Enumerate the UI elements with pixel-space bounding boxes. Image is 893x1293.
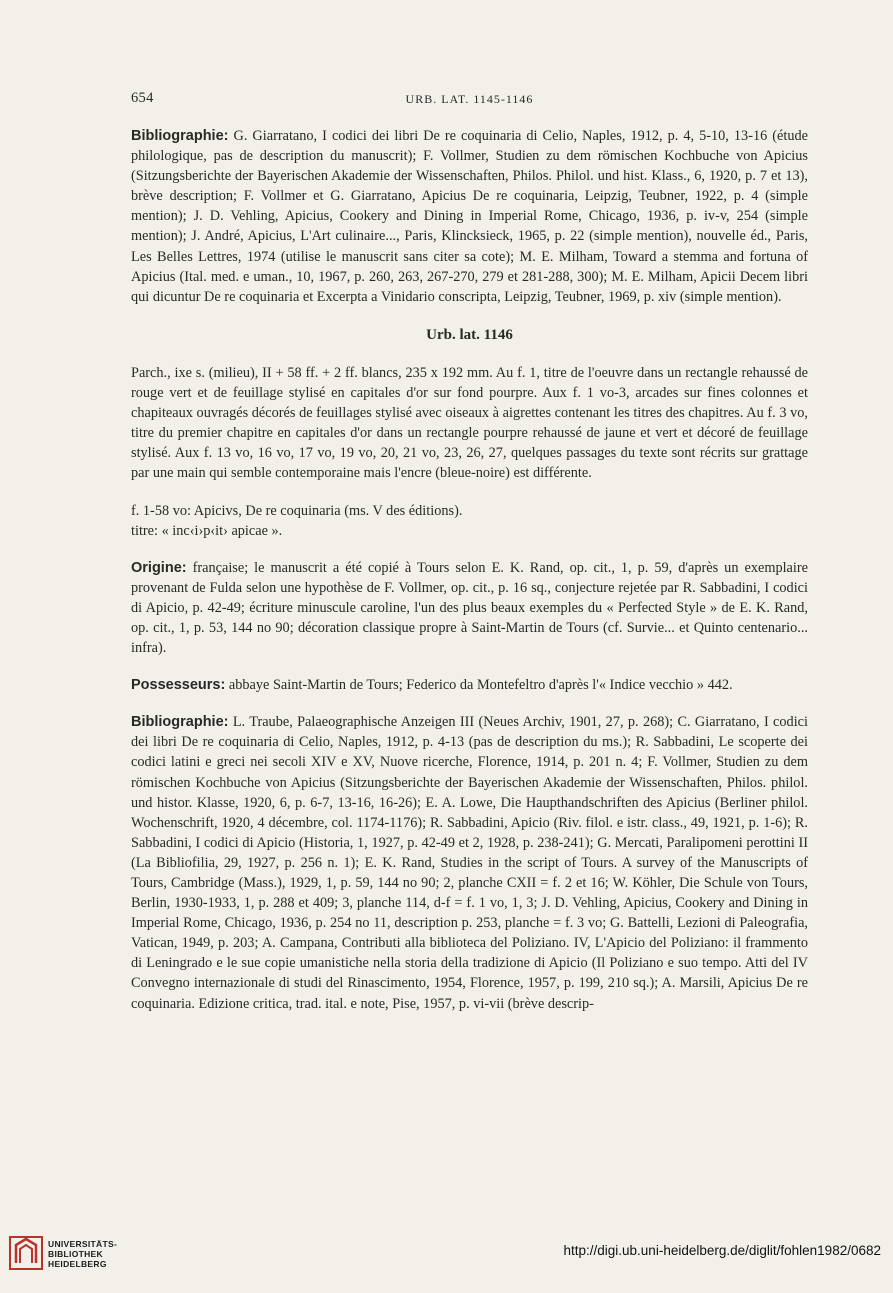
running-head-title: URB. LAT. 1145-1146 xyxy=(405,92,534,106)
library-name: UNIVERSITÄTS- BIBLIOTHEK HEIDELBERG xyxy=(48,1239,118,1269)
page-body xyxy=(131,126,808,1014)
bibliography-paragraph-2 xyxy=(131,712,808,1013)
library-logo-icon xyxy=(8,1235,44,1271)
possesseurs-paragraph xyxy=(131,675,808,695)
folio-line-2: titre: « inc‹i›p‹it› apicae ». xyxy=(131,522,283,539)
bibliography-label-1: Bibliographie: xyxy=(131,128,229,144)
page-number: 654 xyxy=(131,90,154,106)
digitization-footer xyxy=(0,1225,893,1275)
origine-text: française; le manuscrit a été copié à Tours selon E. K. Rand, op. cit., 1, p. 59, d'après un exemplaire provenant de Fulda selon une hypothèse de F. Vollmer, op. cit., p. 16 sq., conjecture rejetée par R. Sabbadini, I codici di Apicio, p. 42-49; écriture minuscule caroline, l'un des plus beaux exemples du « Perfected Style » de E. K. Rand, op. cit., 1, p. 53, 144 no 90; décoration classique propre à Saint-Martin de Tours (cf. Survie... et Quinto centenario... infra). xyxy=(131,559,808,657)
origine-label: Origine: xyxy=(131,559,187,576)
running-header xyxy=(131,90,808,112)
origine-paragraph xyxy=(131,558,808,658)
bibliography-label-2: Bibliographie: xyxy=(131,714,229,731)
bibliography-text-2: L. Traube, Palaeographische Anzeigen III (Neues Archiv, 1901, 27, p. 268); C. Giarratano, I codici dei libri De re coquinaria di Celio, Naples, 1912, p. 4-13 (pas de description du ms.); R. Sabbadini, Le scoperte dei codici latini e greci nei secoli XIV e XV, Nuove ricerche, Florence, 1914, p. 201 n. 4; F. Vollmer, Studien zu dem römischen Kochbuche von Apicius (Sitzungsberichte der Bayerischen Akademie der Wissenschaften, Philos. philol. und histor. Klasse, 1920, 6, p. 6-7, 13-16, 16-26); E. A. Lowe, Die Haupthandschriften des Apicius (Berliner philol. Wochenschrift, 1920, 4 décembre, col. 1174-1176); R. Sabbadini, Apicio (Riv. filol. e istr. class., 49, 1921, p. 1-6); R. Sabbadini, I codici di Apicio (Historia, 1, 1927, p. 42-49 et 2, 1928, p. 238-241); G. Mercati, Paralipomeni perottini II (La Bibliofilia, 29, 1927, p. 256 n. 1); E. K. Rand, Studies in the script of Tours. A survey of the Manuscripts of Tours, Cambridge (Mass.), 1929, 1, p. 59, 144 no 90; 2, planche CXII = f. 2 et 16; W. Köhler, Die Schule von Tours, Berlin, 1930-1933, 1, p. 288 et 409; 3, planche 114, d-f = f. 1 vo, 1, 3; J. D. Vehling, Apicius, Cookery and Dining in Imperial Rome, Chicago, 1936, p. 254 no 11, description p. 253, planche = f. 3 vo; G. Battelli, Lezioni di Paleografia, Vatican, 1949, p. 203; A. Campana, Contributi alla biblioteca del Poliziano. IV, L'Apicio del Poliziano: il frammento di Leningrado e le sue copie umanistiche nella storia della tradizione di Apicio (Il Poliziano e suo tempo. Atti del IV Convegno internazionale di studi del Rinascimento, 1954, Florence, 1957, p. 199, 210 sq.); A. Marsili, Apicius De re coquinaria. Edizione critica, trad. ital. e note, Pise, 1957, p. vi-vii (brève descrip- xyxy=(131,714,808,1012)
section-title: Urb. lat. 1146 xyxy=(426,326,513,343)
folio-line-1: f. 1-58 vo: Apicivs, De re coquinaria (ms. V des éditions). xyxy=(131,502,463,519)
permalink-url[interactable]: http://digi.ub.uni-heidelberg.de/diglit/fohlen1982/0682 xyxy=(563,1243,881,1258)
bibliography-text-1: G. Giarratano, I codici dei libri De re coquinaria di Celio, Naples, 1912, p. 4, 5-10, 13-16 (étude philologique, pas de description du manuscrit); F. Vollmer, Studien zu dem römischen Kochbuche von Apicius (Sitzungsberichte der Bayerischen Akademie der Wissenschaften, Philos. Philol. und hist. Klass., 6, 1920, p. 7 et 13), brève description; F. Vollmer et G. Giarratano, Apicius De re coquinaria, Leipzig, Teubner, 1922, p. 4 (simple mention); J. D. Vehling, Apicius, Cookery and Dining in Imperial Rome, Chicago, 1936, p. iv-v, 254 (simple mention); J. André, Apicius, L'Art culinaire..., Paris, Klincksieck, 1965, p. 22 (simple mention), nouvelle éd., Paris, Les Belles Lettres, 1974 (utilise le manuscrit sans citer sa cote); M. E. Milham, Toward a stemma and fortuna of Apicius (Ital. med. e uman., 10, 1967, p. 260, 263, 267-270, 279 et 281-288, 300); M. E. Milham, Apicii Decem libri qui dicuntur De re coquinaria et Excerpta a Vinidario conscripta, Leipzig, Teubner, 1969, p. xiv (simple mention). xyxy=(131,128,809,305)
manuscript-description: Parch., ixe s. (milieu), II + 58 ff. + 2 ff. blancs, 235 x 192 mm. Au f. 1, titre de l'oeuvre dans un rectangle rehaussé de rouge vert et de feuillage stylisé en capitales d'or sur fond pourpre. Aux f. 1 vo-3, arcades sur fines colonnes et chapiteaux ouvragés décorés de feuillages stylisé avec oiseaux à aigrettes contenant les titres des chapitres. Au f. 3 vo, titre du premier chapitre en capitales d'or dans un rectangle pourpre rehaussé de jaune et vert et décoré de feuillage stylisé. Aux f. 13 vo, 16 vo, 17 vo, 19 vo, 20, 21 vo, 23, 26, 27, quelques passages du texte sont récrits sur grattage par une main qui semble contemporaine mais l'encre (bleue-noire) est différente. xyxy=(131,364,808,482)
possesseurs-text: abbaye Saint-Martin de Tours; Federico da Montefeltro d'après l'« Indice vecchio » 442. xyxy=(228,677,733,694)
bibliography-paragraph-1 xyxy=(131,126,808,307)
possesseurs-label: Possesseurs: xyxy=(131,677,226,694)
